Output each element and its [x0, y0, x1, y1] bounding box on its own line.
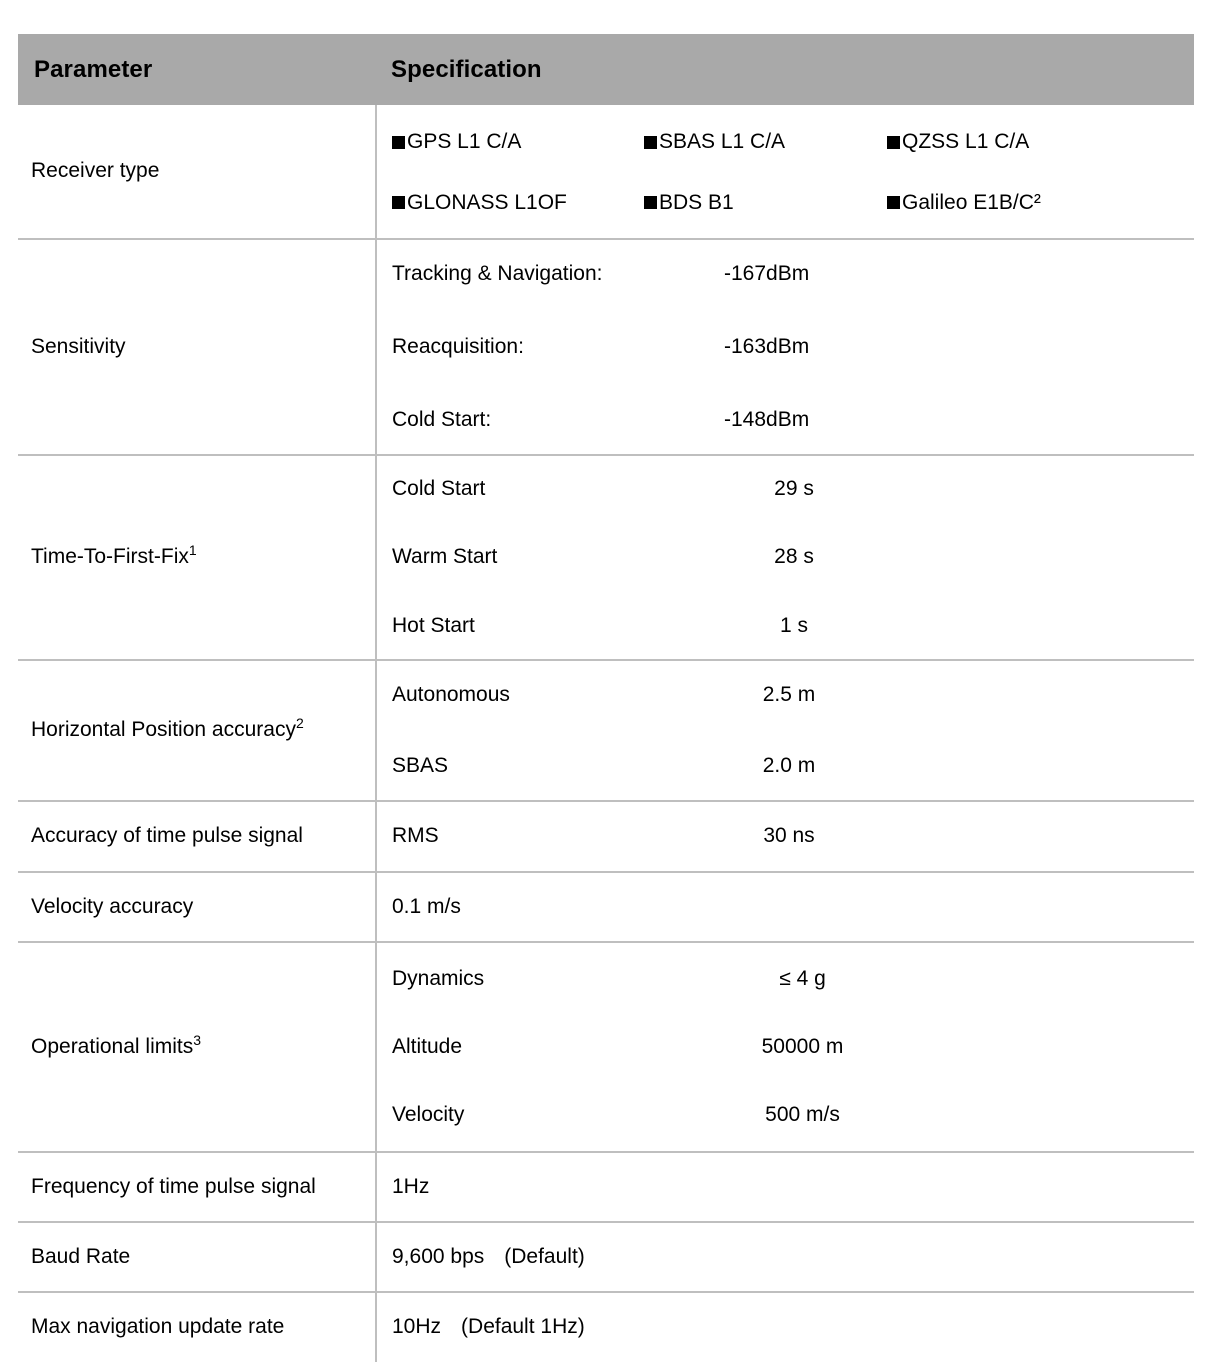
- entry-value: 500 m/s: [765, 1103, 840, 1127]
- gnss-item-label: Galileo E1B/C²: [902, 190, 1041, 214]
- parameter-label-time-pulse-frequency: Frequency of time pulse signal: [18, 1152, 376, 1222]
- header-row: [18, 34, 1194, 105]
- footnote-marker: 3: [193, 1031, 202, 1048]
- parameter-label-operational-limits: [18, 942, 376, 1152]
- spec-value-baud-rate: [376, 1222, 1194, 1292]
- table-row-time-pulse-accuracy: [18, 801, 1194, 872]
- gnss-item-sbas: [644, 129, 887, 155]
- time-pulse-entry: [392, 823, 1186, 849]
- table-row-max-nav-update-rate: [18, 1292, 1194, 1362]
- entry-value: 1 s: [779, 613, 808, 637]
- filled-square-bullet-icon: [644, 136, 657, 149]
- table-row-operational-limits: [18, 942, 1194, 1152]
- table-row-time-pulse-frequency: [18, 1152, 1194, 1222]
- parameter-label-velocity-accuracy: Velocity accuracy: [18, 872, 376, 942]
- entry-key: SBAS: [392, 753, 449, 777]
- filled-square-bullet-icon: [392, 196, 405, 209]
- entry-value: 28 s: [774, 545, 814, 569]
- spec-value-time-pulse-accuracy: [376, 801, 1194, 872]
- parameter-label-horizontal-position-accuracy: [18, 660, 376, 801]
- table-row-horizontal-position-accuracy: [18, 660, 1194, 801]
- entry-key: Cold Start:: [392, 408, 492, 432]
- spec-value-sensitivity: [376, 239, 1194, 455]
- table-row-baud-rate: [18, 1222, 1194, 1292]
- ttff-entry-list: [392, 476, 1186, 639]
- specification-table: [18, 34, 1194, 1362]
- sensitivity-entry: [392, 334, 1186, 360]
- gnss-item-label: QZSS L1 C/A: [902, 130, 1030, 154]
- column-header-parameter: Parameter: [18, 34, 376, 105]
- gnss-item-galileo: [887, 190, 1186, 216]
- spec-value-max-nav-update-rate: [376, 1292, 1194, 1362]
- column-header-specification: Specification: [376, 34, 1194, 105]
- entry-value: -148dBm: [724, 408, 810, 432]
- entry-key: Altitude: [392, 1034, 463, 1058]
- max-nav-update-rate-note: (Default 1Hz): [461, 1315, 585, 1339]
- operational-limits-entry-list: [392, 966, 1186, 1129]
- entry-value: 29 s: [774, 477, 814, 501]
- parameter-label-baud-rate: Baud Rate: [18, 1222, 376, 1292]
- spec-value-receiver-type: [376, 105, 1194, 239]
- spec-value-time-pulse-frequency: 1Hz: [392, 1174, 430, 1198]
- gnss-item-label: GLONASS L1OF: [407, 190, 567, 214]
- max-nav-update-rate-value: 10Hz: [392, 1315, 442, 1339]
- baud-rate-note: (Default): [504, 1244, 585, 1268]
- entry-key: Cold Start: [392, 477, 486, 501]
- gnss-item-bds: [644, 190, 887, 216]
- sensitivity-entry: [392, 407, 1186, 433]
- filled-square-bullet-icon: [887, 196, 900, 209]
- entry-key: Tracking & Navigation:: [392, 261, 603, 285]
- parameter-label-text: Horizontal Position accuracy: [31, 718, 296, 742]
- entry-value: -163dBm: [724, 334, 810, 358]
- hpa-entry: [392, 682, 1186, 708]
- ttff-entry: [392, 476, 1186, 502]
- entry-value: 50000 m: [761, 1034, 844, 1058]
- spec-value-time-to-first-fix: [376, 455, 1194, 660]
- entry-key: Autonomous: [392, 683, 510, 707]
- parameter-label-time-to-first-fix: [18, 455, 376, 660]
- baud-rate-value: 9,600 bps: [392, 1244, 485, 1268]
- parameter-label-sensitivity: Sensitivity: [18, 239, 376, 455]
- sensitivity-entry-list: [392, 261, 1186, 434]
- table-row-time-to-first-fix: [18, 455, 1194, 660]
- table-header: [18, 34, 1194, 105]
- entry-key: Hot Start: [392, 613, 475, 637]
- entry-key: Dynamics: [392, 966, 485, 990]
- table-row-receiver-type: [18, 105, 1194, 239]
- parameter-label-text: Operational limits: [31, 1034, 194, 1058]
- operational-limits-entry: [392, 1102, 1186, 1128]
- gnss-item-label: SBAS L1 C/A: [659, 130, 786, 154]
- ttff-entry: [392, 613, 1186, 639]
- table-row-sensitivity: [18, 239, 1194, 455]
- parameter-label-max-nav-update-rate: Max navigation update rate: [18, 1292, 376, 1362]
- operational-limits-entry: [392, 966, 1186, 992]
- entry-key: RMS: [392, 824, 439, 848]
- gnss-item-label: GPS L1 C/A: [407, 130, 522, 154]
- sensitivity-entry: [392, 261, 1186, 287]
- entry-key: Reacquisition:: [392, 334, 524, 358]
- hpa-entry-list: [392, 682, 1186, 779]
- operational-limits-entry: [392, 1034, 1186, 1060]
- spec-value-operational-limits: [376, 942, 1194, 1152]
- filled-square-bullet-icon: [392, 136, 405, 149]
- parameter-label-time-pulse-accuracy: Accuracy of time pulse signal: [18, 801, 376, 872]
- spec-value-velocity-accuracy: 0.1 m/s: [392, 894, 461, 918]
- table-body: [18, 105, 1194, 1362]
- filled-square-bullet-icon: [644, 196, 657, 209]
- parameter-label-receiver-type: Receiver type: [18, 105, 376, 239]
- gnss-item-gps: [392, 129, 644, 155]
- entry-key: Velocity: [392, 1103, 465, 1127]
- spec-value-horizontal-position-accuracy: [376, 660, 1194, 801]
- hpa-entry: [392, 753, 1186, 779]
- filled-square-bullet-icon: [887, 136, 900, 149]
- gnss-item-label: BDS B1: [659, 190, 734, 214]
- entry-value: 2.5 m: [762, 683, 816, 707]
- gnss-item-qzss: [887, 129, 1186, 155]
- gnss-item-glonass: [392, 190, 644, 216]
- footnote-marker: 1: [188, 542, 197, 559]
- footnote-marker: 2: [295, 715, 304, 732]
- entry-value: 30 ns: [763, 824, 815, 848]
- parameter-label-text: Time-To-First-Fix: [31, 545, 189, 569]
- table-row-velocity-accuracy: [18, 872, 1194, 942]
- entry-key: Warm Start: [392, 545, 498, 569]
- entry-value: -167dBm: [724, 261, 810, 285]
- gnss-system-grid: [392, 127, 1186, 216]
- entry-value: 2.0 m: [762, 753, 816, 777]
- entry-value: ≤ 4 g: [779, 966, 826, 990]
- ttff-entry: [392, 544, 1186, 570]
